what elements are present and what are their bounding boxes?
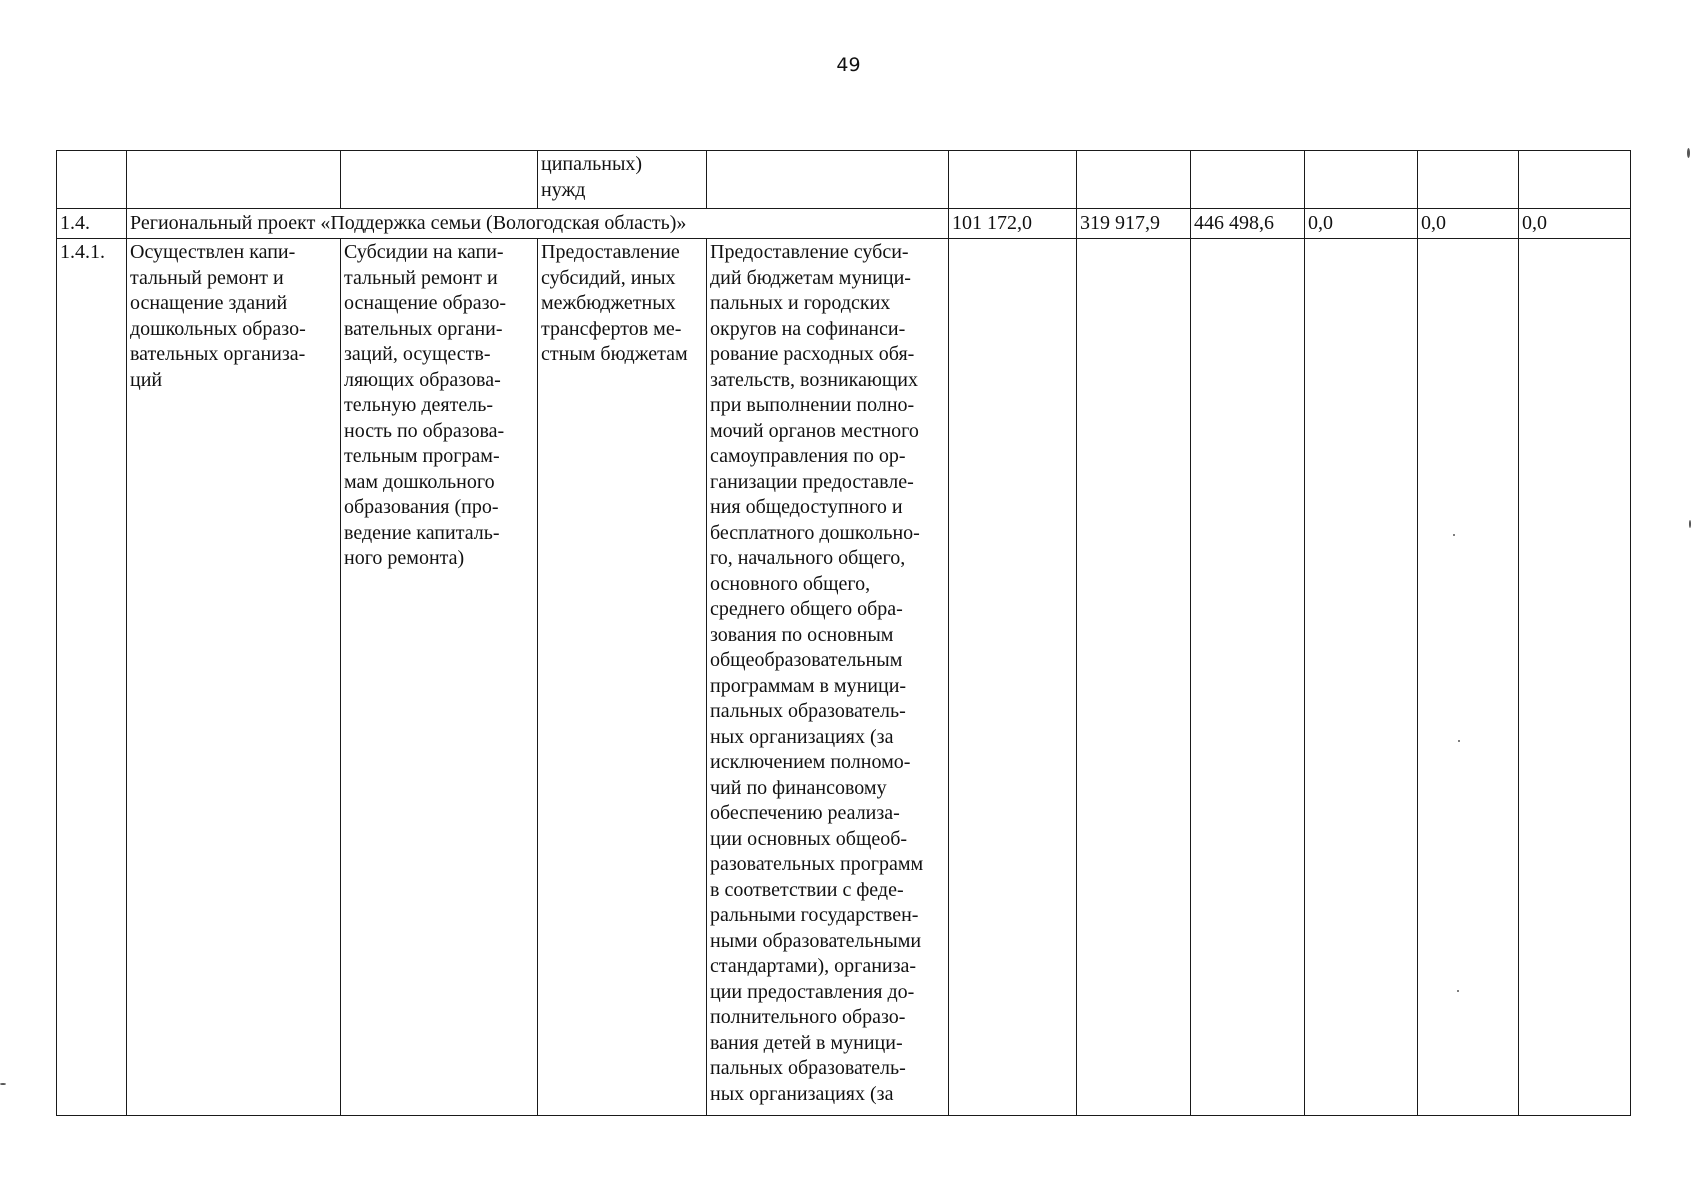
cell-type: ципальных) нужд [538,151,707,209]
cell-amount [1418,239,1519,1116]
table-row-detail [57,239,1631,1116]
table-row-project [57,209,1631,239]
scan-speck [1458,740,1460,742]
detail-number: 1.4.1. [57,239,127,1116]
scan-speck [0,1083,6,1085]
scan-speck [1687,148,1690,158]
cell-amount [1077,151,1191,209]
cell-subsidy [341,151,538,209]
detail-subsidy: Субсидии на капи- тальный ремонт и оснащение образо- вательных органи- заций, осуществ- ляющих образова- тельную деятель- ность по образова- тельным програм- мам дошкольного образования (про- ведение капиталь- ного ремонта) [341,239,538,1116]
page-number: 49 [836,54,861,76]
scan-speck [1457,990,1459,992]
cell-amount [949,239,1077,1116]
cell-amount [1418,151,1519,209]
scan-speck [1453,534,1455,536]
detail-description: Предоставление субси- дий бюджетам муници- пальных и городских округов на софинанси- рование расходных обя- зательств, возникающих при выполнении полно- мочий органов местного самоуправления по ор- ганизации предоставле- ния общедоступного и бесплатного дошкольно- го, начального общего, основного общего, среднего общего обра- зования по основным общеобразовательным программам в муници- пальных образователь- ных организациях (за исключением полномо- чий по финансовому обеспечению реализа- ции основных общеоб- разовательных программ в соответствии с феде- ральными государствен- ными образовательными стандартами), организа- ции предоставления до- полнительного образо- вания детей в муници- пальных образователь- ных организациях (за [707,239,949,1116]
project-amount-1: 101 172,0 [949,209,1077,239]
cell-amount [1519,151,1631,209]
project-amount-3: 446 498,6 [1191,209,1305,239]
cell-amount [1519,239,1631,1116]
cell-amount [949,151,1077,209]
cell-amount [1191,151,1305,209]
project-number: 1.4. [57,209,127,239]
cell-number [57,151,127,209]
project-amount-4: 0,0 [1305,209,1418,239]
project-amount-6: 0,0 [1519,209,1631,239]
cell-amount [1305,151,1418,209]
budget-table [56,150,1631,1116]
scan-speck [1689,520,1691,528]
cell-amount [1305,239,1418,1116]
cell-amount [1191,239,1305,1116]
cell-description [707,151,949,209]
detail-type: Предоставление субсидий, иных межбюджетных трансфертов ме- стным бюджетам [538,239,707,1116]
detail-result: Осуществлен капи- тальный ремонт и оснащение зданий дошкольных образо- вательных организа- ций [127,239,341,1116]
project-amount-5: 0,0 [1418,209,1519,239]
cell-amount [1077,239,1191,1116]
table-row-continued [57,151,1631,209]
project-amount-2: 319 917,9 [1077,209,1191,239]
project-title: Региональный проект «Поддержка семьи (Вологодская область)» [127,209,949,239]
cell-result [127,151,341,209]
